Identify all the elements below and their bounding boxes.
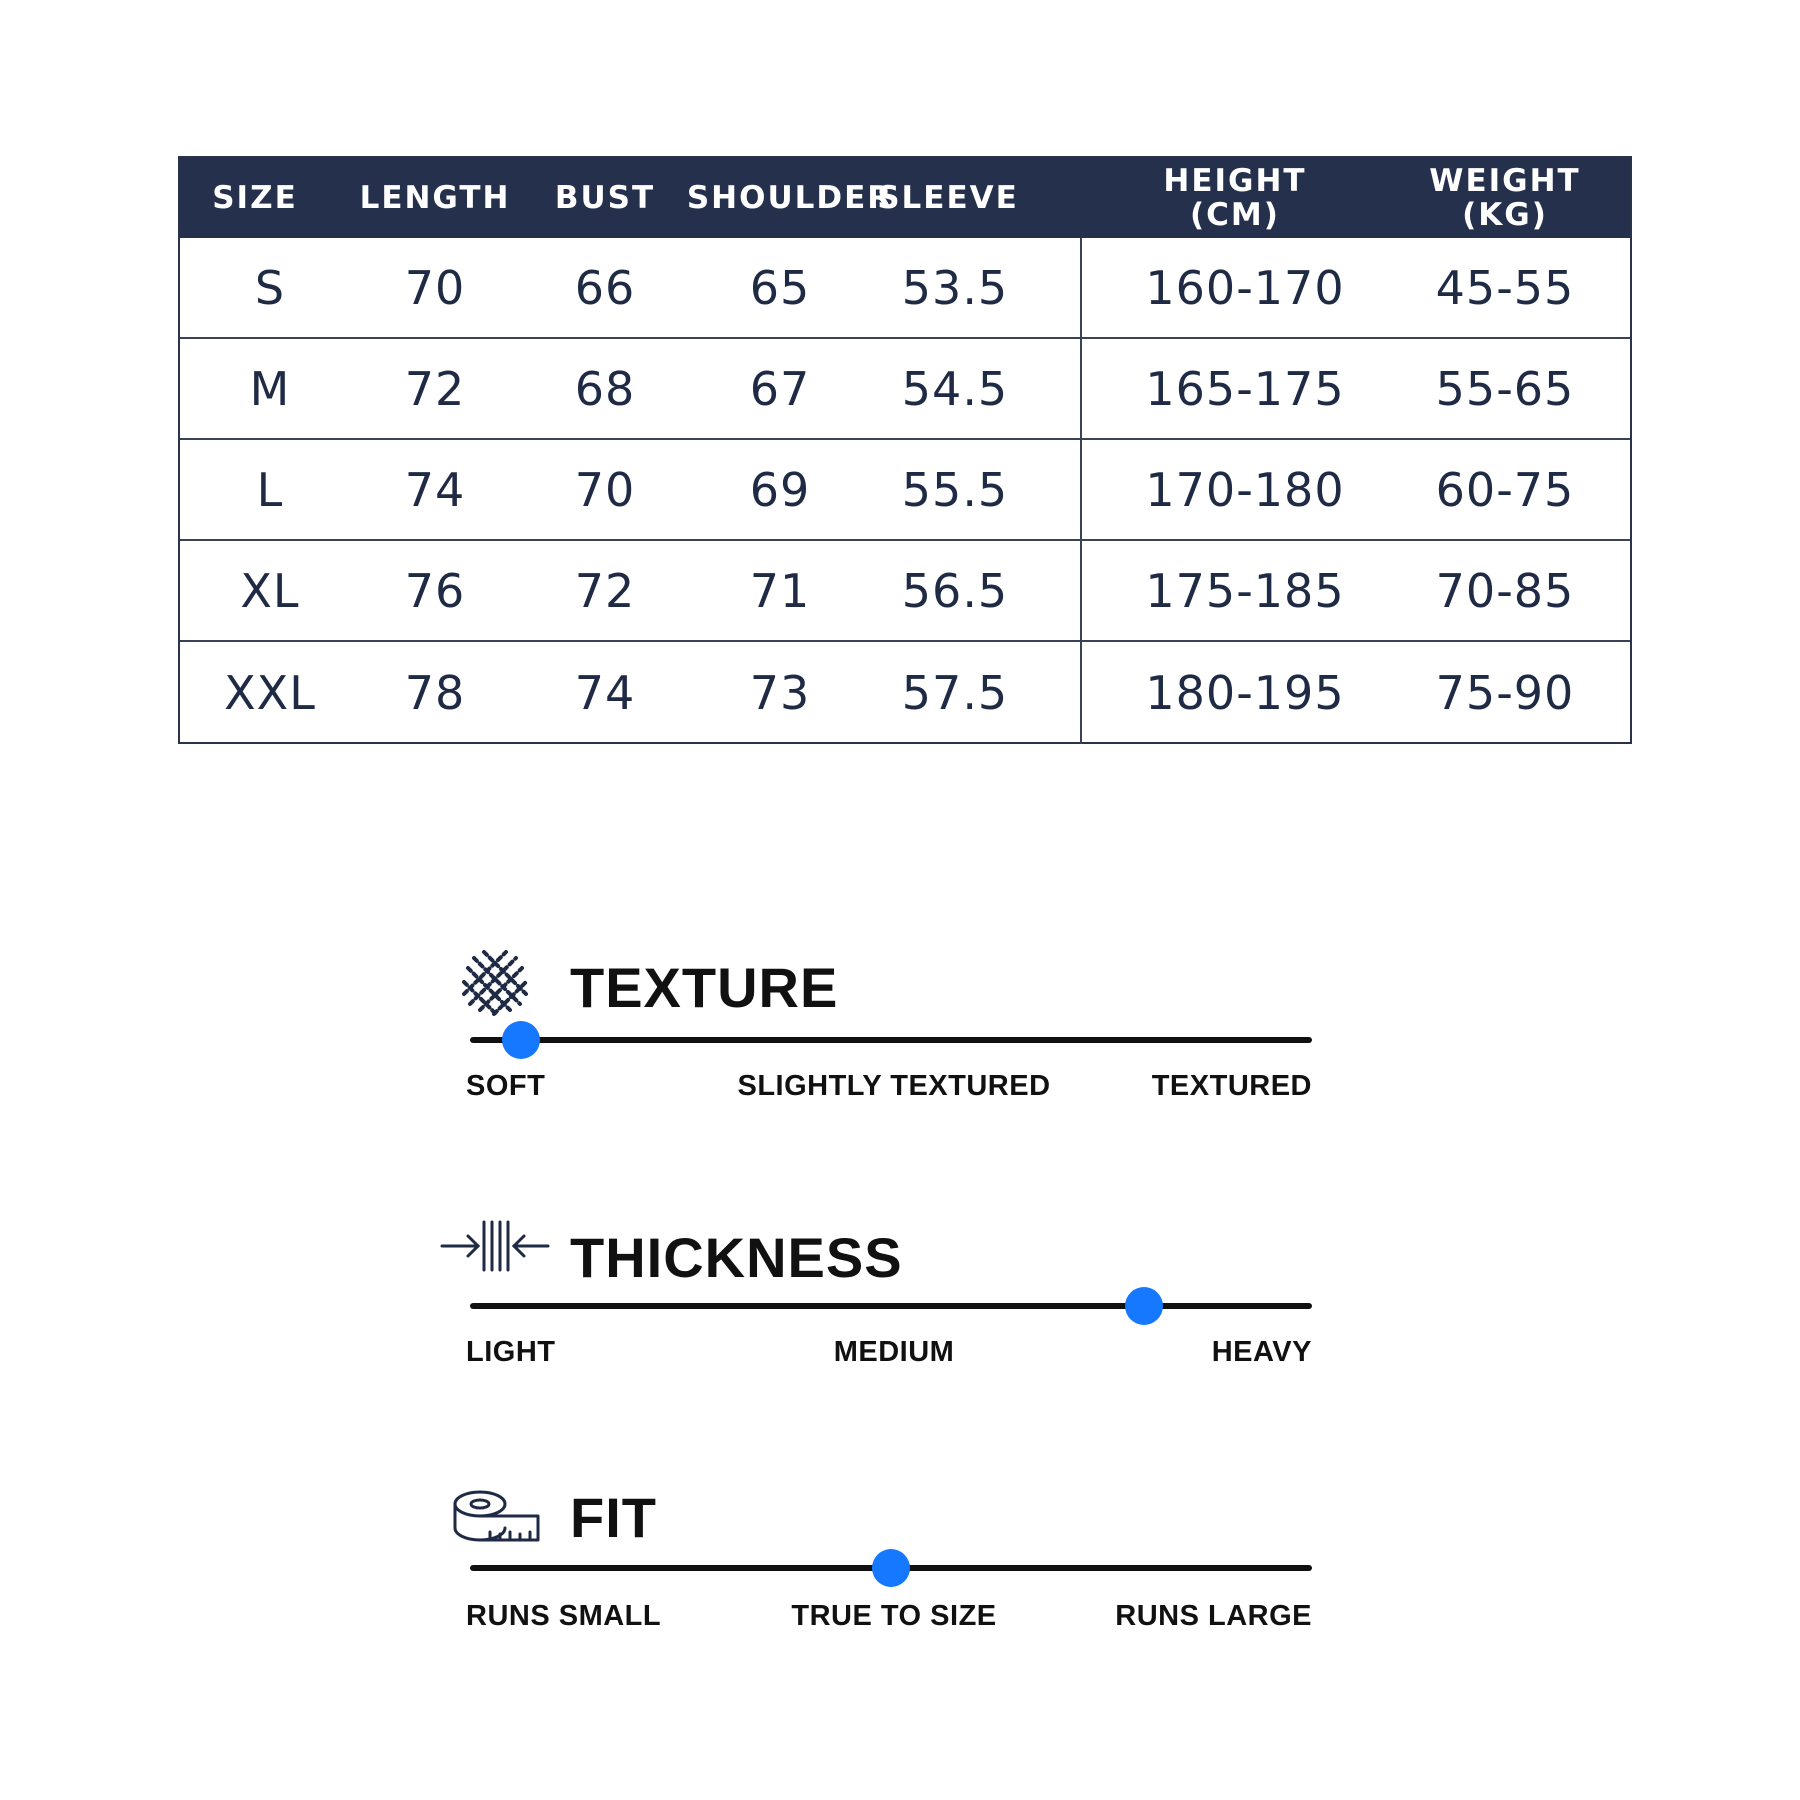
table-body (180, 238, 1630, 744)
texture-attribute (430, 940, 1330, 1140)
cell-height: 180-195 (1145, 665, 1345, 720)
cell-size: S (254, 260, 286, 315)
cell-size: XXL (224, 665, 316, 720)
fit-scale-min: RUNS SMALL (466, 1600, 662, 1632)
thickness-attribute (430, 1206, 1330, 1406)
table-row (180, 642, 1630, 743)
size-chart-table (178, 156, 1632, 744)
cell-weight: 60-75 (1435, 462, 1575, 517)
cell-size: L (256, 462, 284, 517)
cell-length: 70 (404, 260, 466, 315)
fit-scale-mid: TRUE TO SIZE (791, 1600, 997, 1632)
thickness-track (470, 1303, 1312, 1309)
cell-weight: 55-65 (1435, 361, 1575, 416)
cell-length: 72 (404, 361, 466, 416)
header-height: HEIGHT (CM) (1163, 163, 1307, 233)
texture-level-knob[interactable] (502, 1021, 540, 1059)
cell-shoulder: 67 (749, 361, 811, 416)
cell-shoulder: 65 (749, 260, 811, 315)
header-sleeve: SLEEVE (877, 180, 1019, 216)
fabric-weave-icon (460, 948, 530, 1022)
table-row (180, 541, 1630, 642)
header-shoulder: SHOULDER (686, 180, 894, 216)
cell-length: 76 (404, 563, 466, 618)
cell-bust: 66 (574, 260, 636, 315)
texture-title: TEXTURE (570, 956, 839, 1019)
thickness-scale-max: HEAVY (1211, 1336, 1312, 1368)
header-bust: BUST (554, 180, 656, 216)
cell-weight: 45-55 (1435, 260, 1575, 315)
cell-bust: 68 (574, 361, 636, 416)
cell-sleeve: 55.5 (901, 462, 1009, 517)
compress-layers-icon (440, 1216, 550, 1280)
cell-length: 78 (404, 665, 466, 720)
fit-attribute (430, 1470, 1330, 1670)
table-header (180, 158, 1630, 238)
texture-scale-max: TEXTURED (1151, 1070, 1312, 1102)
fit-title: FIT (570, 1486, 657, 1549)
cell-weight: 75-90 (1435, 665, 1575, 720)
cell-length: 74 (404, 462, 466, 517)
thickness-title: THICKNESS (570, 1226, 903, 1289)
cell-sleeve: 56.5 (901, 563, 1009, 618)
header-length: LENGTH (359, 180, 511, 216)
cell-sleeve: 57.5 (901, 665, 1009, 720)
header-size: SIZE (212, 180, 298, 216)
cell-shoulder: 73 (749, 665, 811, 720)
thickness-scale-mid: MEDIUM (833, 1336, 955, 1368)
cell-height: 165-175 (1145, 361, 1345, 416)
texture-track (470, 1037, 1312, 1043)
fit-scale-max: RUNS LARGE (1115, 1600, 1312, 1632)
cell-shoulder: 71 (749, 563, 811, 618)
cell-size: M (249, 361, 291, 416)
cell-bust: 74 (574, 665, 636, 720)
header-weight: WEIGHT (KG) (1429, 163, 1581, 233)
cell-weight: 70-85 (1435, 563, 1575, 618)
cell-height: 160-170 (1145, 260, 1345, 315)
cell-bust: 70 (574, 462, 636, 517)
cell-height: 170-180 (1145, 462, 1345, 517)
cell-bust: 72 (574, 563, 636, 618)
cell-shoulder: 69 (749, 462, 811, 517)
texture-scale-min: SOFT (466, 1070, 546, 1102)
table-row (180, 238, 1630, 339)
cell-sleeve: 53.5 (901, 260, 1009, 315)
table-row (180, 440, 1630, 541)
cell-height: 175-185 (1145, 563, 1345, 618)
thickness-scale-min: LIGHT (466, 1336, 556, 1368)
measuring-tape-icon (452, 1488, 542, 1548)
thickness-level-knob[interactable] (1125, 1287, 1163, 1325)
fit-level-knob[interactable] (872, 1549, 910, 1587)
table-row (180, 339, 1630, 440)
cell-size: XL (240, 563, 300, 618)
cell-sleeve: 54.5 (901, 361, 1009, 416)
texture-scale-mid: SLIGHTLY TEXTURED (737, 1070, 1051, 1102)
